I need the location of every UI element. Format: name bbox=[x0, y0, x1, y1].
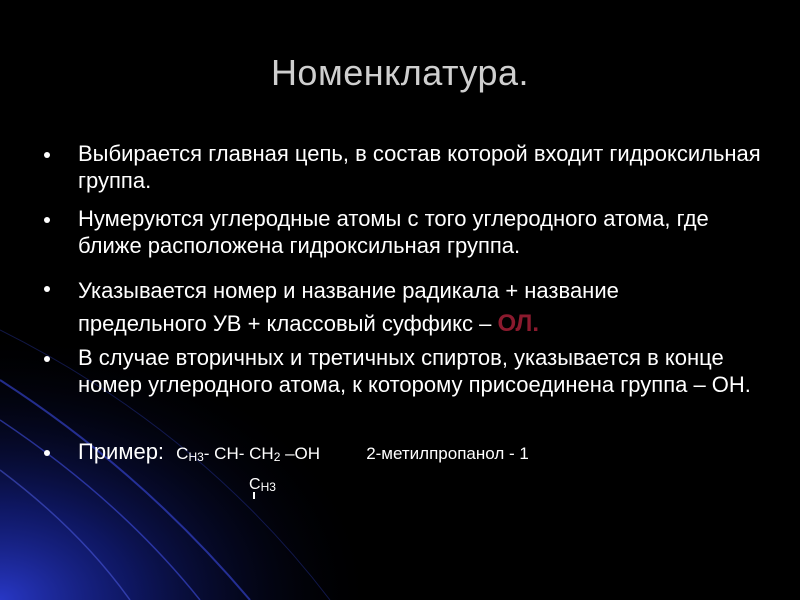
branch-h3: H3 bbox=[260, 480, 276, 494]
example-formula bbox=[176, 444, 320, 463]
bullet-item bbox=[44, 438, 529, 471]
bullet-text: В случае вторичных и третичных спиртов, указывается в конце номер углеродного атома, к которому присоединена группа – ОН. bbox=[78, 345, 751, 397]
bullet-dot-icon bbox=[44, 286, 50, 292]
bullet-item bbox=[44, 140, 764, 194]
bullet-dot-icon bbox=[44, 356, 50, 362]
bullet-dot-icon bbox=[44, 152, 50, 158]
bullet-text-line1: Указывается номер и название радикала + название bbox=[78, 278, 619, 303]
branch-methyl bbox=[249, 476, 276, 494]
example-name: 2-метилпропанол - 1 bbox=[366, 444, 529, 463]
formula-h2: 2 bbox=[273, 450, 281, 464]
bullet-dot-icon bbox=[44, 217, 50, 223]
bullet-item bbox=[44, 274, 619, 340]
branch-c: C bbox=[249, 476, 261, 493]
bullet-text: Выбирается главная цепь, в состав которой входит гидроксильная группа. bbox=[78, 141, 761, 193]
formula-chain: - CH- CH bbox=[203, 444, 274, 463]
bullet-dot-icon bbox=[44, 450, 50, 456]
bullet-item bbox=[44, 205, 764, 259]
bullet-text-line2: предельного УВ + классовый суффикс – bbox=[78, 311, 492, 336]
slide-title: Номенклатура. bbox=[270, 52, 530, 93]
formula-oh: –OH bbox=[280, 444, 321, 463]
bullet-item bbox=[44, 344, 764, 398]
formula-c: C bbox=[176, 444, 189, 463]
class-suffix: ОЛ. bbox=[497, 310, 540, 337]
formula-h3: Н3 bbox=[188, 450, 204, 464]
example-label: Пример: bbox=[78, 439, 165, 464]
bullet-text: Нумеруются углеродные атомы с того углеродного атома, где ближе расположена гидроксильная группа. bbox=[78, 206, 709, 258]
